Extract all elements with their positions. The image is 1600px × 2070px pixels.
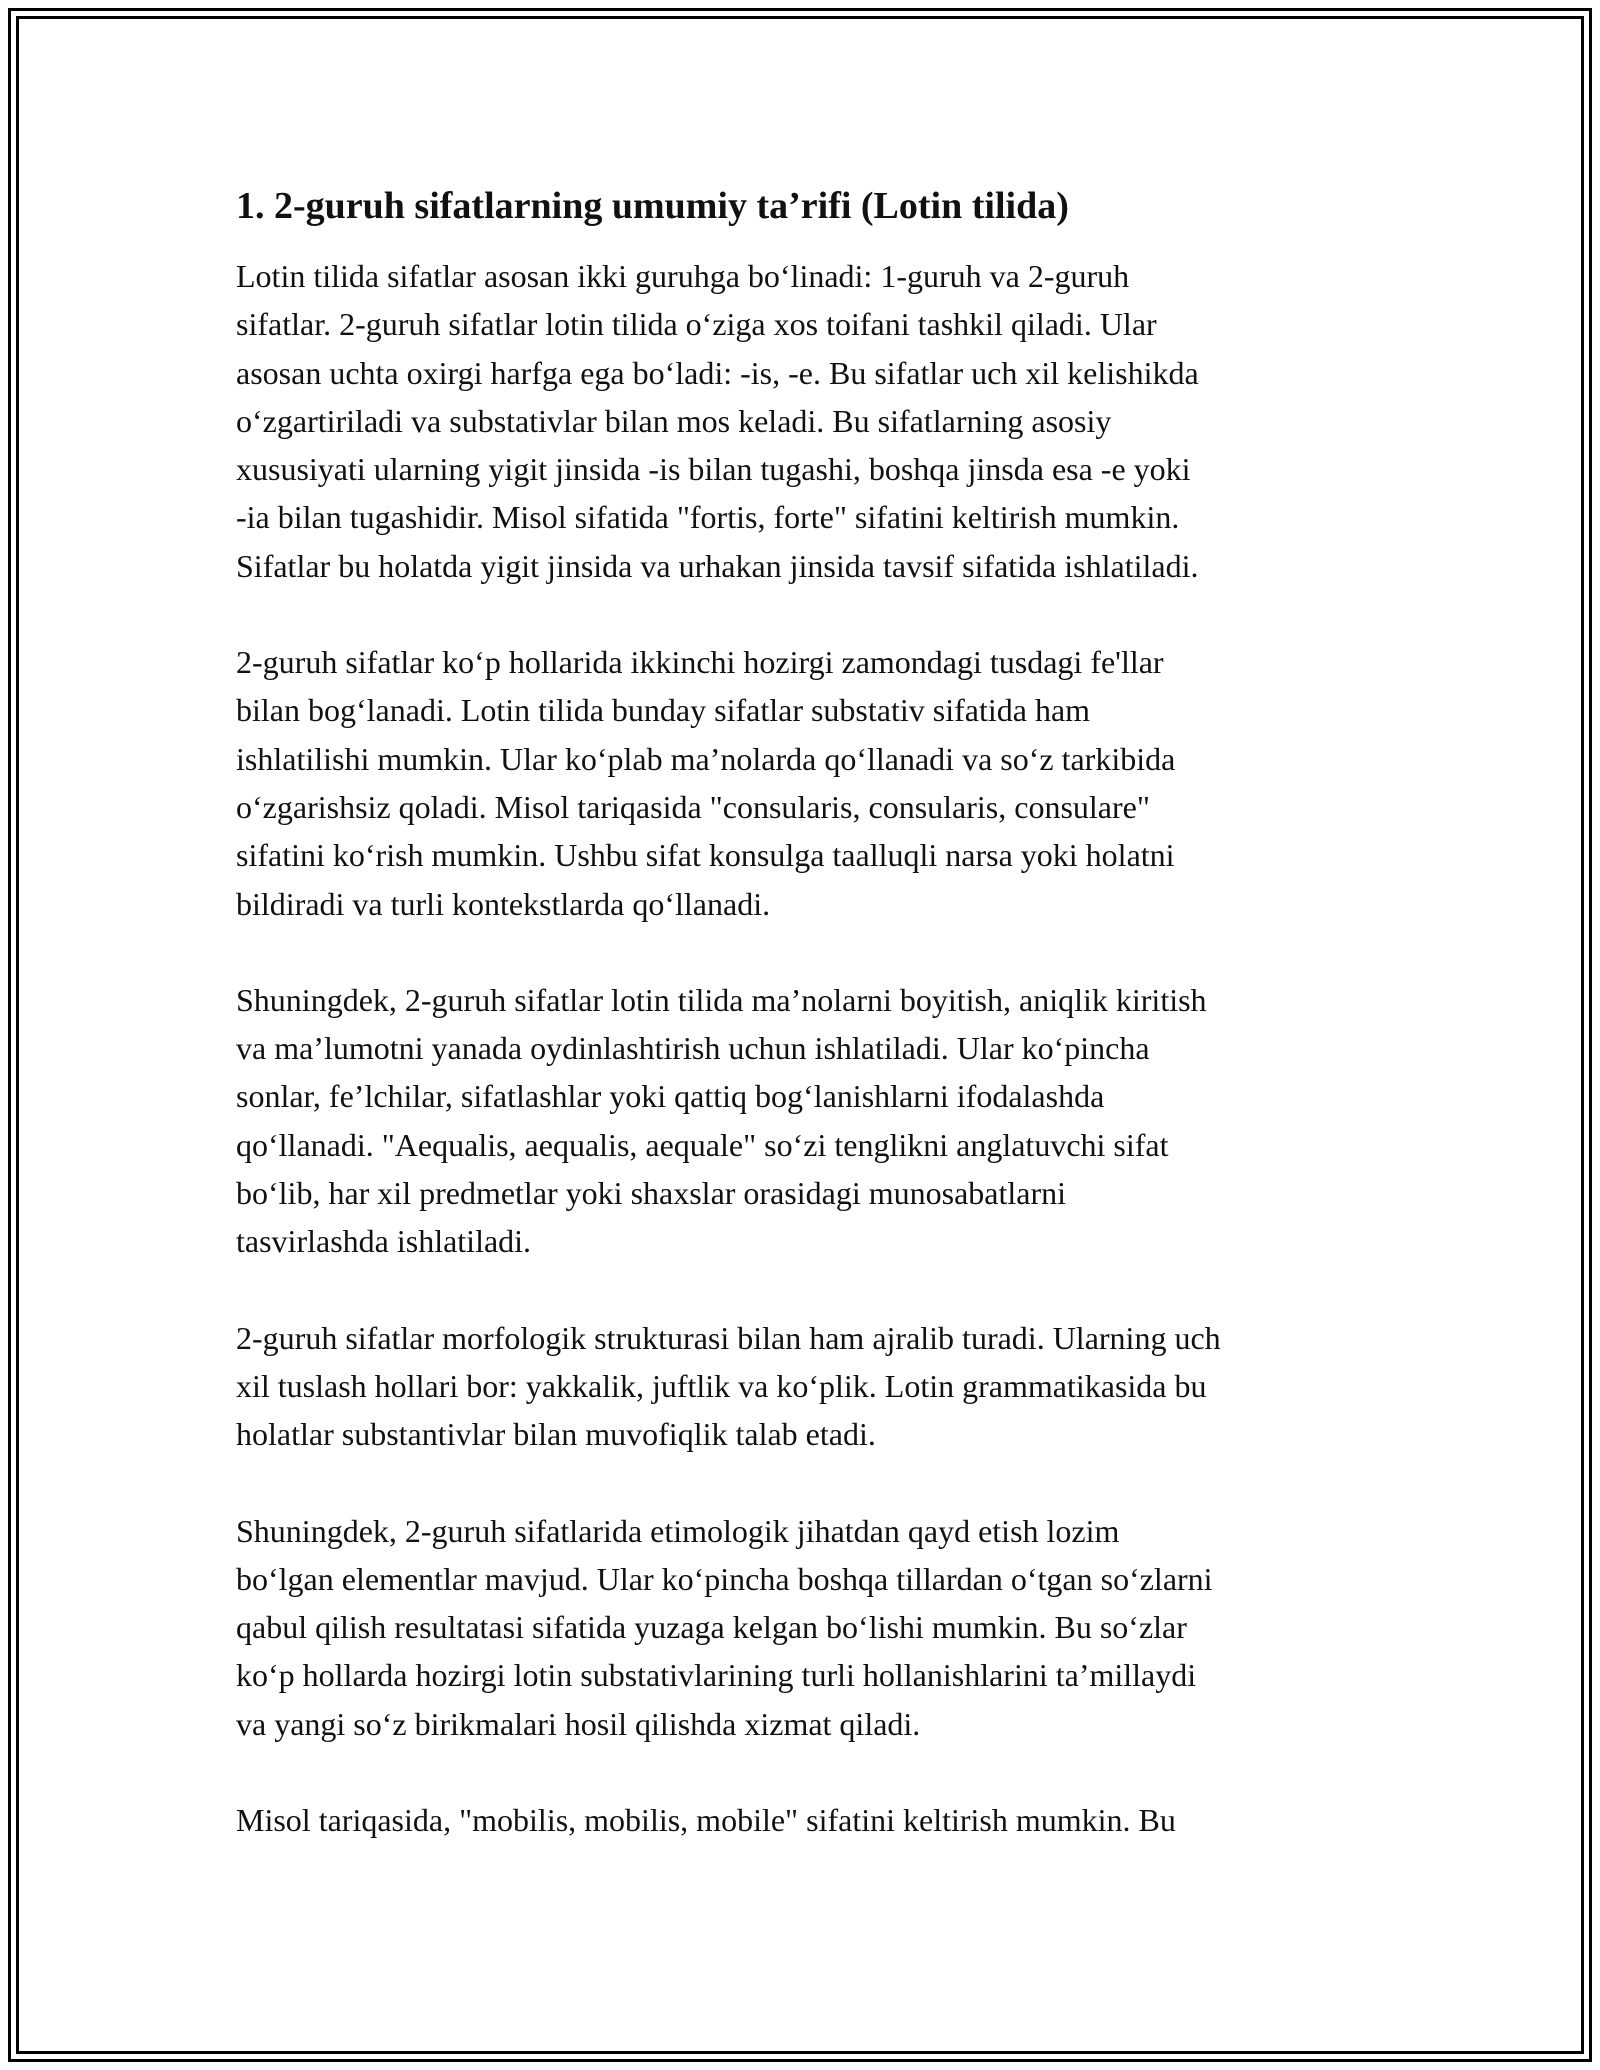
paragraph [236,1507,1386,1748]
paragraph-line: sifatini ko‘rish mumkin. Ushbu sifat konsulga taalluqli narsa yoki holatni [236,837,1175,874]
paragraph-line: qabul qilish resultatasi sifatida yuzaga kelgan bo‘lishi mumkin. Bu so‘zlar [236,1609,1187,1646]
paragraph [236,976,1386,1266]
paragraph-line: Sifatlar bu holatda yigit jinsida va urhakan jinsida tavsif sifatida ishlatiladi. [236,547,1199,584]
paragraph [236,252,1386,590]
paragraph-line: 2-guruh sifatlar morfologik strukturasi bilan ham ajralib turadi. Ularning uch [236,1319,1221,1356]
paragraph [236,1314,1386,1459]
paragraph-list [236,252,1386,1844]
paragraph-line: sifatlar. 2-guruh sifatlar lotin tilida o‘ziga xos toifani tashkil qiladi. Ular [236,306,1157,343]
paragraph [236,1796,1386,1844]
document-body [236,182,1386,1892]
paragraph-line: xususiyati ularning yigit jinsida -is bilan tugashi, boshqa jinsda esa -e yoki [236,451,1191,488]
paragraph-line: bilan bog‘lanadi. Lotin tilida bunday sifatlar substativ sifatida ham [236,692,1091,729]
paragraph-line: holatlar substantivlar bilan muvofiqlik talab etadi. [236,1416,876,1453]
paragraph-line: qo‘llanadi. "Aequalis, aequalis, aequale" so‘zi tenglikni anglatuvchi sifat [236,1126,1169,1163]
paragraph-line: bo‘lgan elementlar mavjud. Ular ko‘pincha boshqa tillardan o‘tgan so‘zlarni [236,1560,1213,1597]
paragraph-line: o‘zgarishsiz qoladi. Misol tariqasida "consularis, consularis, consulare" [236,788,1150,825]
paragraph-line: bo‘lib, har xil predmetlar yoki shaxslar orasidagi munosabatlarni [236,1175,1066,1212]
paragraph-line: ko‘p hollarda hozirgi lotin substativlarining turli hollanishlarini ta’millaydi [236,1657,1197,1694]
paragraph-line: asosan uchta oxirgi harfga ega bo‘ladi: -is, -e. Bu sifatlar uch xil kelishikda [236,354,1199,391]
paragraph-line: 2-guruh sifatlar ko‘p hollarida ikkinchi hozirgi zamondagi tusdagi fe'llar [236,644,1164,681]
paragraph-line: Shuningdek, 2-guruh sifatlarida etimologik jihatdan qayd etish lozim [236,1512,1120,1549]
document-title: 1. 2-guruh sifatlarning umumiy ta’rifi (Lotin tilida) [236,185,1069,227]
paragraph-line: sonlar, fe’lchilar, sifatlashlar yoki qattiq bog‘lanishlarni ifodalashda [236,1078,1105,1115]
paragraph-line: Misol tariqasida, "mobilis, mobilis, mobile" sifatini keltirish mumkin. Bu [236,1802,1176,1839]
paragraph-line: ishlatilishi mumkin. Ular ko‘plab ma’nolarda qo‘llanadi va so‘z tarkibida [236,740,1176,777]
paragraph-line: Lotin tilida sifatlar asosan ikki guruhga bo‘linadi: 1-guruh va 2-guruh [236,258,1130,294]
paragraph-line: bildiradi va turli kontekstlarda qo‘llanadi. [236,885,771,922]
paragraph-line: -ia bilan tugashidir. Misol sifatida "fortis, forte" sifatini keltirish mumkin. [236,499,1180,536]
paragraph-line: va yangi so‘z birikmalari hosil qilishda xizmat qiladi. [236,1705,921,1742]
paragraph-line: o‘zgartiriladi va substativlar bilan mos keladi. Bu sifatlarning asosiy [236,402,1112,439]
paragraph-line: tasvirlashda ishlatiladi. [236,1223,532,1260]
paragraph-line: Shuningdek, 2-guruh sifatlar lotin tilida ma’nolarni boyitish, aniqlik kiritish [236,981,1207,1018]
paragraph [236,638,1386,928]
paragraph-line: xil tuslash hollari bor: yakkalik, juftlik va ko‘plik. Lotin grammatikasida bu [236,1367,1207,1404]
paragraph-line: va ma’lumotni yanada oydinlashtirish uchun ishlatiladi. Ular ko‘pincha [236,1030,1150,1067]
